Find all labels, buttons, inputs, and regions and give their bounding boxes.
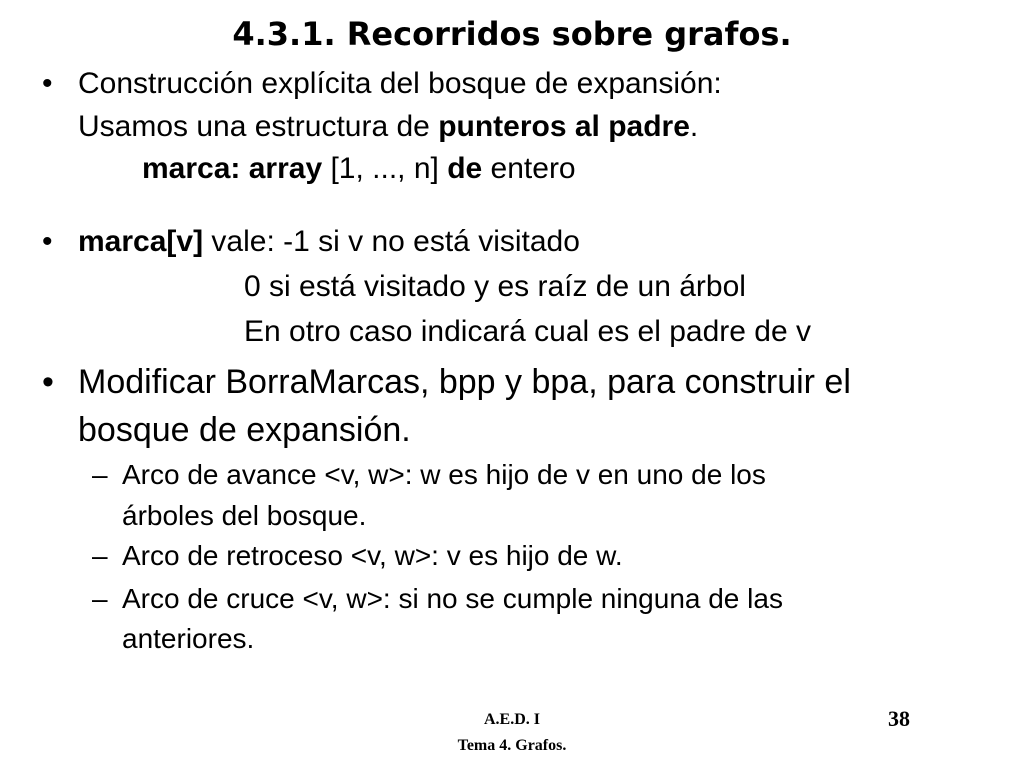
dash-marker: –: [92, 583, 108, 614]
bullet1-line3-text2: entero: [482, 152, 576, 185]
dash-marker: –: [92, 540, 108, 571]
footer-course: A.E.D. I: [483, 711, 540, 728]
bullet1-line2: [78, 109, 698, 145]
footer-topic: Tema 4. Grafos.: [457, 737, 567, 754]
page-number: 38: [888, 706, 910, 731]
bullet-marker: •: [42, 225, 53, 258]
bullet1-line2-prefix: Usamos una estructura de: [78, 110, 439, 143]
bullet-marker: •: [42, 363, 54, 401]
bullet1-line3-bold1: marca: array: [142, 152, 323, 185]
dash-marker: –: [92, 459, 108, 490]
subitem-1-line1: Arco de avance <v, w>: w es hijo de v en uno de los: [122, 459, 766, 490]
bullet3-line2: bosque de expansión.: [78, 411, 411, 449]
slide-title: 4.3.1. Recorridos sobre grafos.: [232, 15, 792, 53]
subitem-3-line2: anteriores.: [122, 623, 255, 654]
bullet2-line1: [78, 224, 580, 260]
subitem-2-line1: Arco de retroceso <v, w>: v es hijo de w.: [122, 540, 623, 571]
bullet1-line3-bold2: de: [447, 152, 483, 185]
bullet2-line3: En otro caso indicará cual es el padre de v: [244, 315, 811, 348]
bullet1-line1: Construcción explícita del bosque de expansión:: [78, 67, 722, 100]
bullet2-line1-text: vale: -1 si v no está visitado: [203, 225, 580, 258]
bullet2-line2: 0 si está visitado y es raíz de un árbol: [244, 270, 746, 303]
bullet1-line2-suffix: .: [689, 110, 699, 143]
subitem-3-line1: Arco de cruce <v, w>: si no se cumple ninguna de las: [122, 583, 783, 614]
bullet1-line3: [142, 151, 576, 187]
subitem-1-line2: árboles del bosque.: [122, 500, 367, 531]
bullet3-line1: Modificar BorraMarcas, bpp y bpa, para construir el: [78, 363, 851, 401]
bullet-marker: •: [42, 67, 53, 100]
bullet1-line2-bold: punteros al padre: [438, 110, 690, 143]
bullet1-line3-text1: [1, ..., n]: [322, 152, 448, 185]
bullet2-bold: marca[v]: [78, 225, 204, 258]
